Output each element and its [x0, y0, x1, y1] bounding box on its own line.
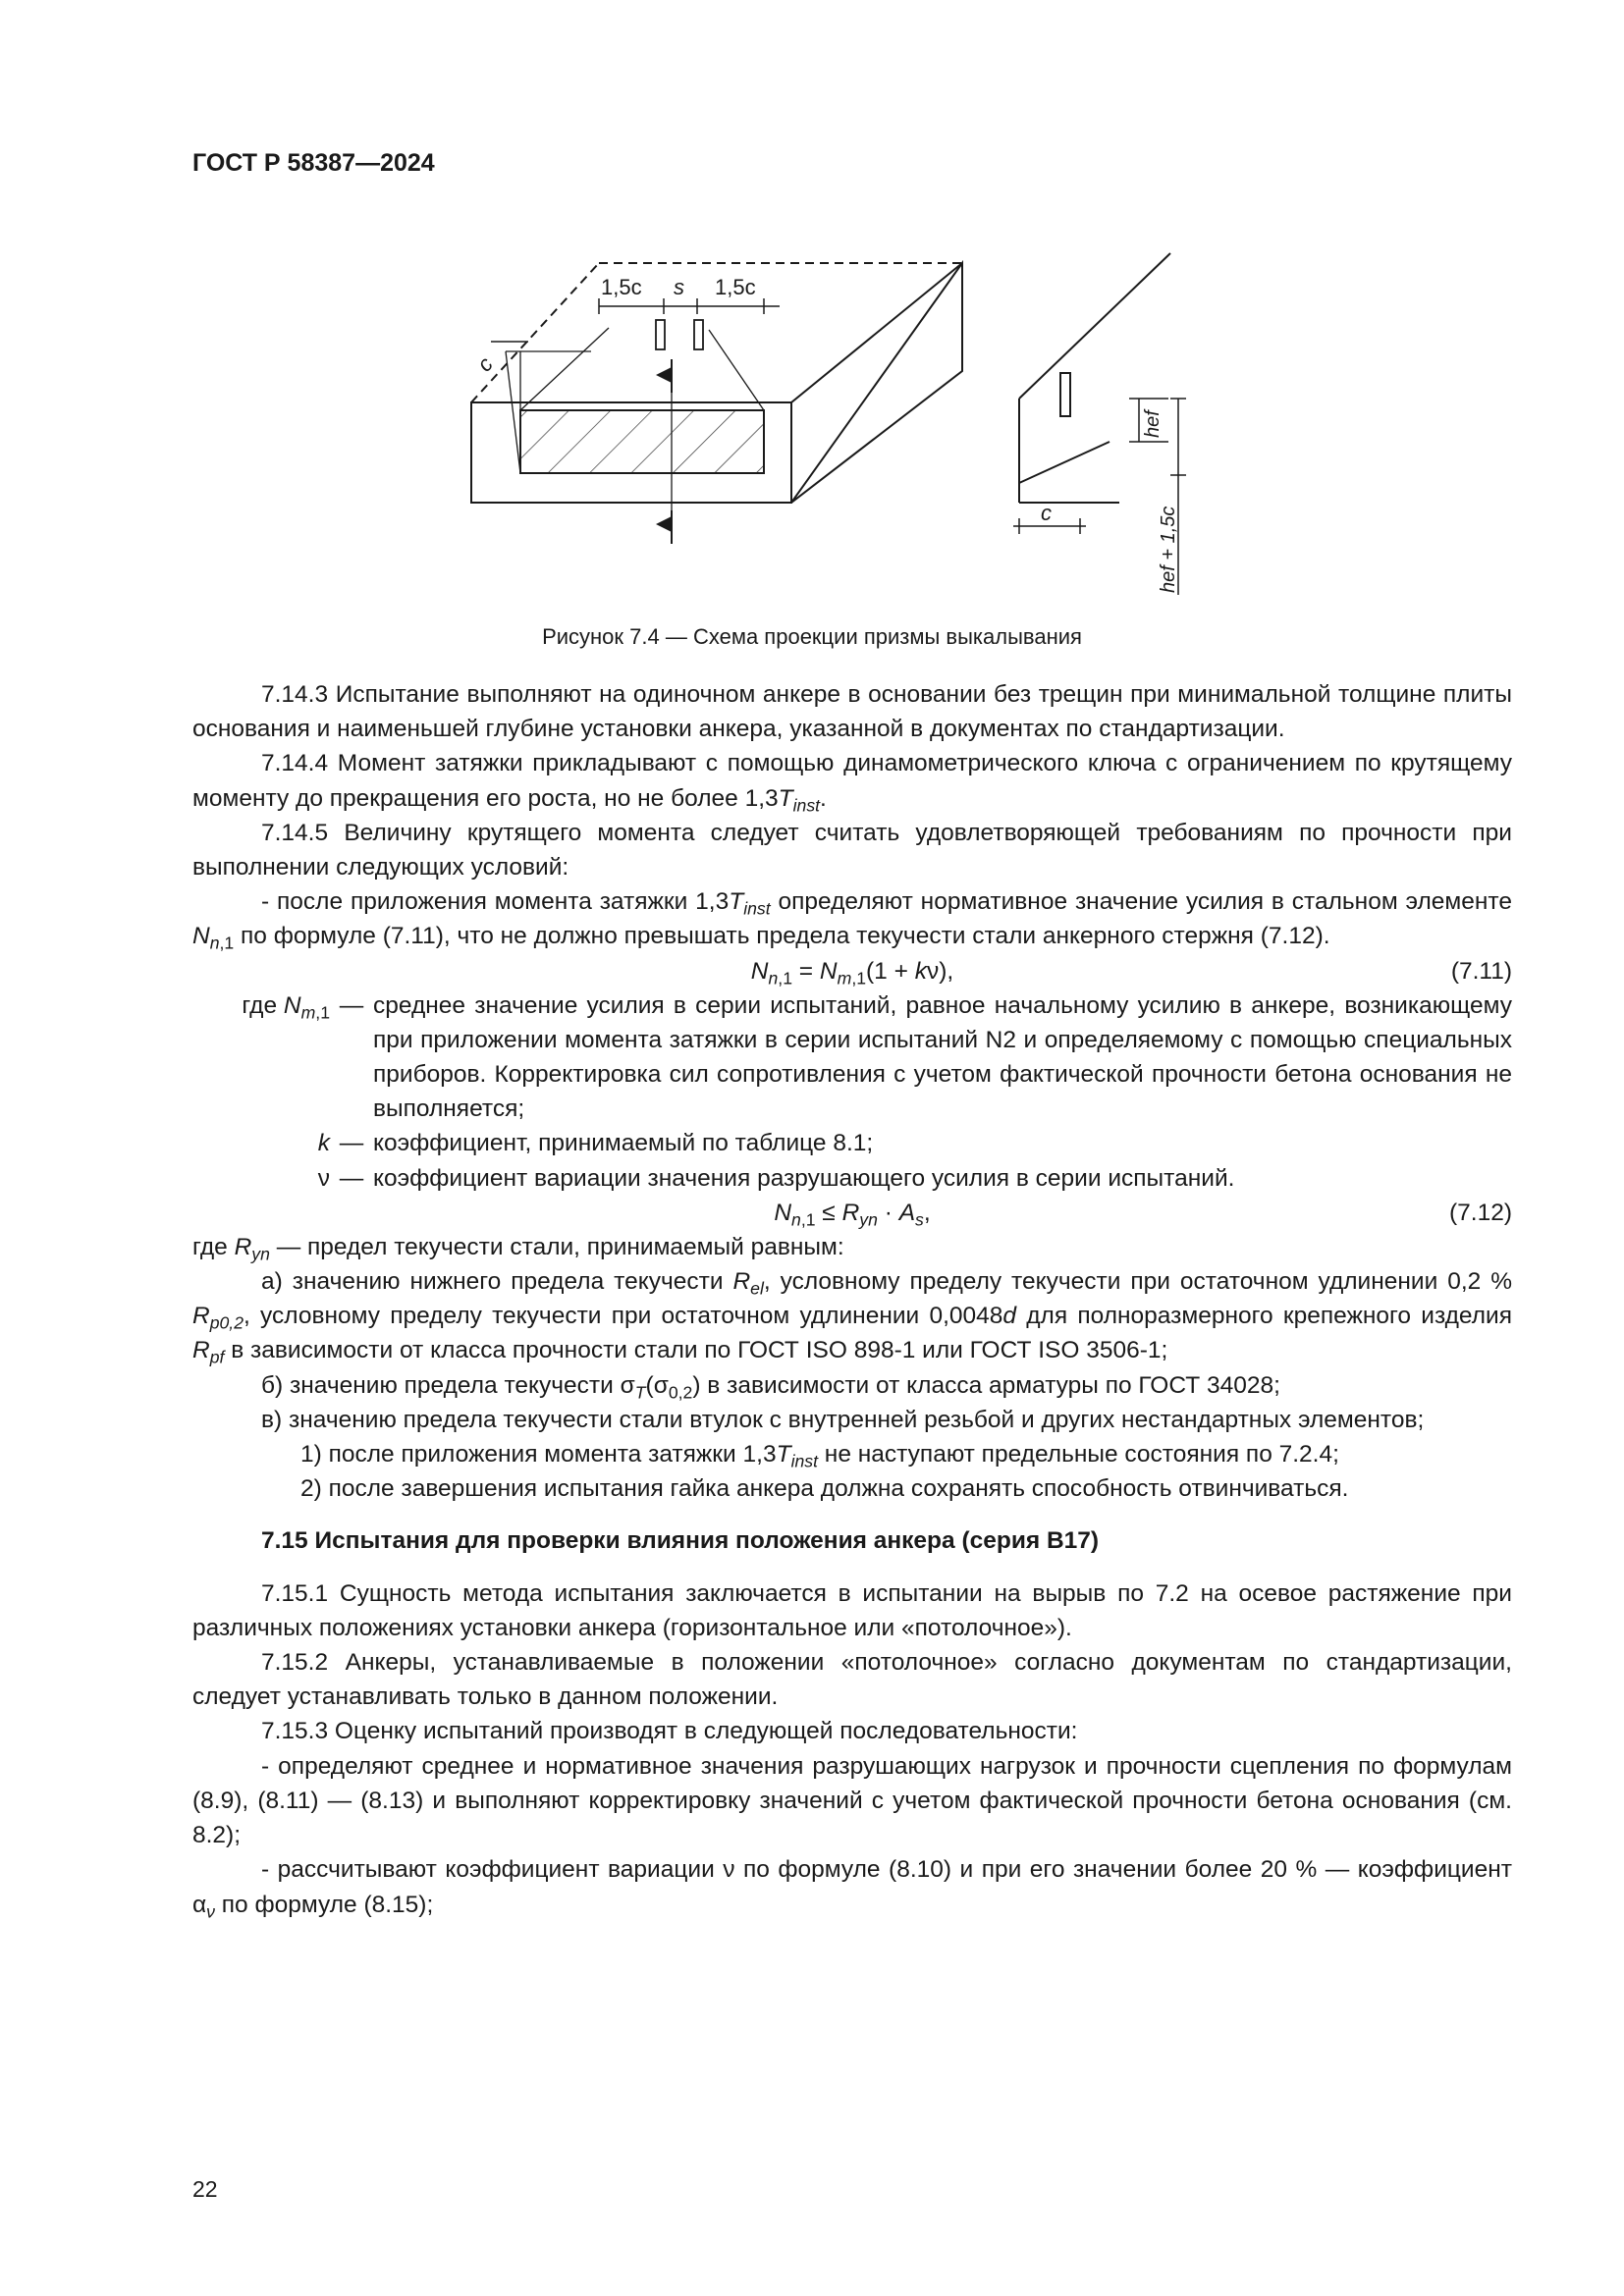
label-s: s [674, 275, 684, 299]
para-condition: - после приложения момента затяжки $1,3T_{inst}$ определяют нормативное значение усилия в стальном элементе $N_{n,1}$ по формуле (7.11), что не должно превышать предела текучести стали анкерного стержня (7.12). [192, 888, 1512, 954]
equation-7-12: $N_{n,1} \le R_{yn} \cdot A_s$, (7.12) [192, 1196, 1512, 1230]
side-section [1019, 253, 1170, 503]
label-hef-15c: hef + 1,5c [1158, 506, 1179, 593]
section-mark-bottom [656, 516, 672, 532]
anchor-2 [694, 320, 703, 349]
para-step-1: - определяют среднее и нормативное значения разрушающих нагрузок и прочности сцепления по формулам (8.9), (8.11) — (8.13) и выполняют корректировку значений с учетом фактической прочности бетона основания (см. 8.2); [192, 1752, 1512, 1849]
equation-number: (7.11) [1450, 957, 1512, 985]
standard-header: ГОСТ Р 58387—2024 [192, 149, 435, 177]
para-7-14-5: 7.14.5 Величину крутящего момента следует считать удовлетворяющей требованиям по прочности при выполнении следующих условий: [192, 819, 1512, 881]
prism-projection-figure [452, 236, 1257, 609]
para-step-2: - рассчитывают коэффициент вариации ν по формуле (8.10) и при его значении более 20 % — коэффициент $\alpha_\nu$ по формуле (8.15); [192, 1856, 1512, 1922]
label-hef: hef [1142, 410, 1164, 438]
para-7-14-3: 7.14.3 Испытание выполняют на одиночном анкере в основании без трещин при минимальной толщине плиты основания и наименьшей глубине установки анкера, указанной в документах по стандартизации. [192, 681, 1512, 743]
page-number: 22 [192, 2176, 218, 2202]
equation-7-11: $N_{n,1} = N_{m,1}(1 + k\nu)$, (7.11) [192, 954, 1512, 988]
label-b15c: 1,5c [715, 275, 756, 299]
note-2: 2) после завершения испытания гайка анкера должна сохранять способность отвинчиваться. [300, 1475, 1349, 1503]
section-mark-top [656, 367, 672, 383]
definition-ryn: где $R_{yn}$ — предел текучести стали, принимаемый равным: [192, 1233, 844, 1264]
item-a: а) значению нижнего предела текучести $R_{el}$, условному пределу текучести при остаточном удлинении 0,2 % $R_{p0,2}$, условному пределу текучести при остаточном удлинении 0,0048d для полноразмерного крепежного изделия $R_{pf}$ в зависимости от класса прочности стали по ГОСТ ISO 898-1 или ГОСТ ISO 3506-1; [192, 1268, 1512, 1368]
item-c: в) значению предела текучести стали втулок с внутренней резьбой и других нестандартных элементов; [261, 1406, 1425, 1433]
label-a15c: 1,5c [601, 275, 642, 299]
definition-nm1: где $N_{m,1}$ — среднее значение усилия в серии испытаний, равное начальному усилию в анкере, возникающему при приложении момента затяжки в серии испытаний N2 и определяемому с помощью специальных приборов. Корректировка сил сопротивления с учетом фактической прочности бетона основания не выполняется; [242, 991, 1512, 1123]
hatched-area [520, 410, 764, 473]
body-text [192, 677, 1512, 1922]
label-c: c [471, 351, 498, 377]
section-heading-7-15: 7.15 Испытания для проверки влияния положения анкера (серия В17) [261, 1527, 1100, 1555]
para-7-15-1: 7.15.1 Сущность метода испытания заключается в испытании на вырыв по 7.2 на осевое растяжение при различных положениях установки анкера (горизонтальное или «потолочное»). [192, 1579, 1512, 1641]
figure-caption: Рисунок 7.4 — Схема проекции призмы выкалывания [542, 624, 1082, 649]
para-7-15-3: 7.15.3 Оценку испытаний производят в следующей последовательности: [261, 1718, 1078, 1745]
para-7-14-4: 7.14.4 Момент затяжки прикладывают с помощью динамометрического ключа с ограничением по крутящему моменту до прекращения его роста, но не более $1,3T_{inst}$. [192, 750, 1512, 816]
label-c2: c [1041, 501, 1052, 525]
definition-k: k — коэффициент, принимаемый по таблице 8.1; [317, 1130, 874, 1157]
equation-number: (7.12) [1448, 1199, 1512, 1226]
note-1: 1) после приложения момента затяжки $1,3T_{inst}$ не наступают предельные состояния по 7.2.4; [300, 1441, 1339, 1471]
definition-nu: ν — коэффициент вариации значения разрушающего усилия в серии испытаний. [317, 1164, 1235, 1192]
item-b: б) значению предела текучести $\sigma_T(\sigma_{0,2})$ в зависимости от класса арматуры по ГОСТ 34028; [261, 1371, 1280, 1403]
anchor-1 [656, 320, 665, 349]
para-7-15-2: 7.15.2 Анкеры, устанавливаемые в положении «потолочное» согласно документам по стандартизации, следует устанавливать только в данном положении. [192, 1649, 1512, 1711]
